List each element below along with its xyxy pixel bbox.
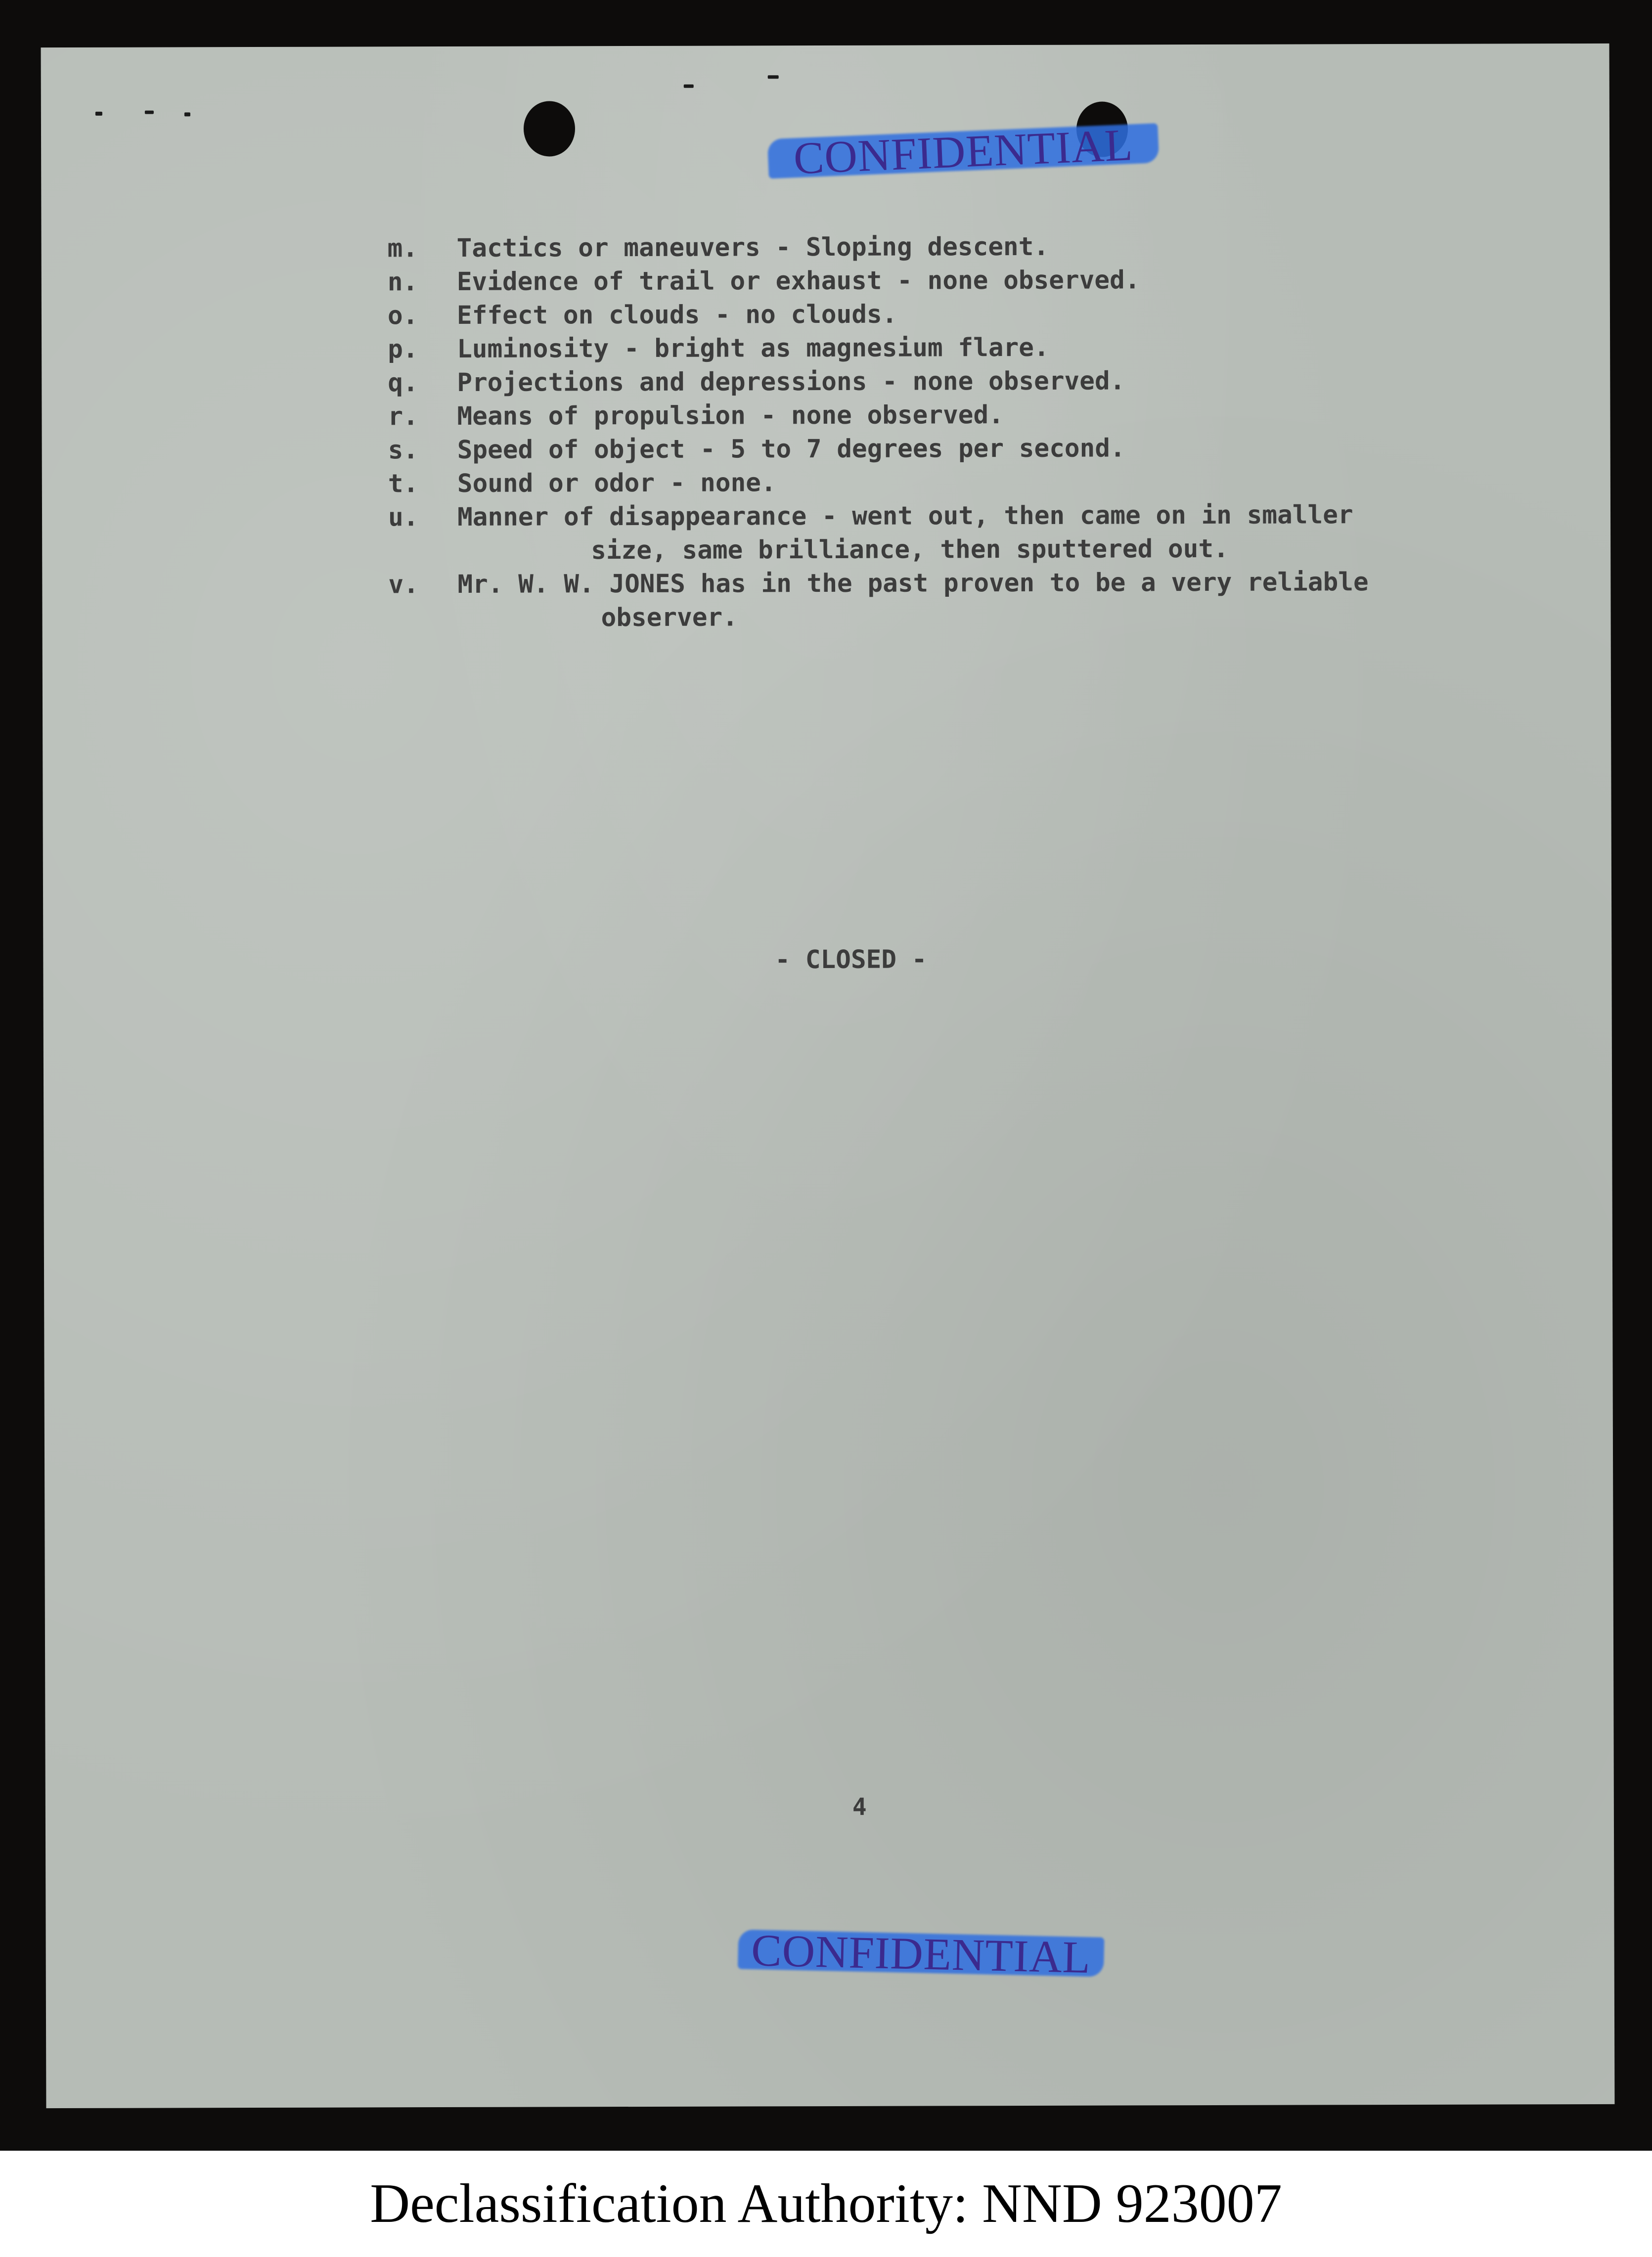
ink-speck: [184, 112, 190, 116]
stamp-bottom-text: CONFIDENTIAL: [751, 1925, 1091, 1983]
item-text: Sound or odor - none.: [457, 468, 776, 498]
item-letter: r.: [388, 402, 419, 432]
declassification-footer: [0, 2151, 1652, 2257]
item-letter: s.: [388, 436, 419, 465]
observation-item-list: [388, 229, 1369, 635]
list-item: [388, 297, 1368, 333]
list-item: [388, 465, 1368, 501]
item-text: Means of propulsion - none observed.: [457, 400, 1004, 431]
confidential-stamp-bottom: [738, 1922, 1105, 1985]
item-text: [457, 566, 1369, 635]
punch-hole-left: [524, 101, 575, 156]
ink-speck: [95, 112, 102, 116]
item-continuation: size, same brilliance, then sputtered out.: [591, 534, 1229, 566]
list-item: [388, 566, 1369, 635]
list-item: [388, 498, 1369, 568]
list-item: [388, 364, 1368, 400]
item-text: [457, 498, 1353, 568]
document-page: [41, 44, 1615, 2108]
item-letter: q.: [388, 368, 418, 398]
item-text-line: Manner of disappearance - went out, then came on in smaller: [457, 500, 1353, 532]
ink-speck: [145, 111, 154, 114]
list-item: [388, 263, 1368, 299]
item-text: Tactics or maneuvers - Sloping descent.: [456, 232, 1049, 263]
item-text: Evidence of trail or exhaust - none observed.: [456, 266, 1140, 297]
item-continuation: observer.: [601, 603, 738, 633]
declassification-authority: Declassification Authority: NND 923007: [370, 2173, 1282, 2234]
page-number: 4: [852, 1793, 867, 1821]
list-item: [388, 398, 1368, 434]
stamp-top-text: CONFIDENTIAL: [793, 119, 1134, 184]
item-text: Effect on clouds - no clouds.: [456, 300, 897, 330]
item-letter: v.: [388, 570, 419, 600]
list-item: [388, 330, 1368, 366]
item-letter: o.: [387, 301, 418, 331]
item-letter: p.: [388, 335, 418, 364]
ink-speck: [684, 85, 694, 88]
closed-marker: - CLOSED -: [775, 945, 927, 975]
list-item: [388, 431, 1368, 467]
item-text: Speed of object - 5 to 7 degrees per second.: [457, 434, 1125, 465]
item-text: Luminosity - bright as magnesium flare.: [457, 333, 1049, 364]
item-letter: m.: [387, 234, 418, 264]
item-letter: n.: [387, 267, 418, 297]
ink-speck: [768, 75, 779, 79]
item-letter: t.: [388, 469, 419, 499]
list-item: [388, 229, 1368, 266]
confidential-stamp-top: [767, 116, 1160, 186]
item-text-line: Mr. W. W. JONES has in the past proven to be a very reliable: [457, 568, 1369, 599]
item-text: Projections and depressions - none observed.: [457, 366, 1125, 398]
item-letter: u.: [388, 503, 419, 532]
